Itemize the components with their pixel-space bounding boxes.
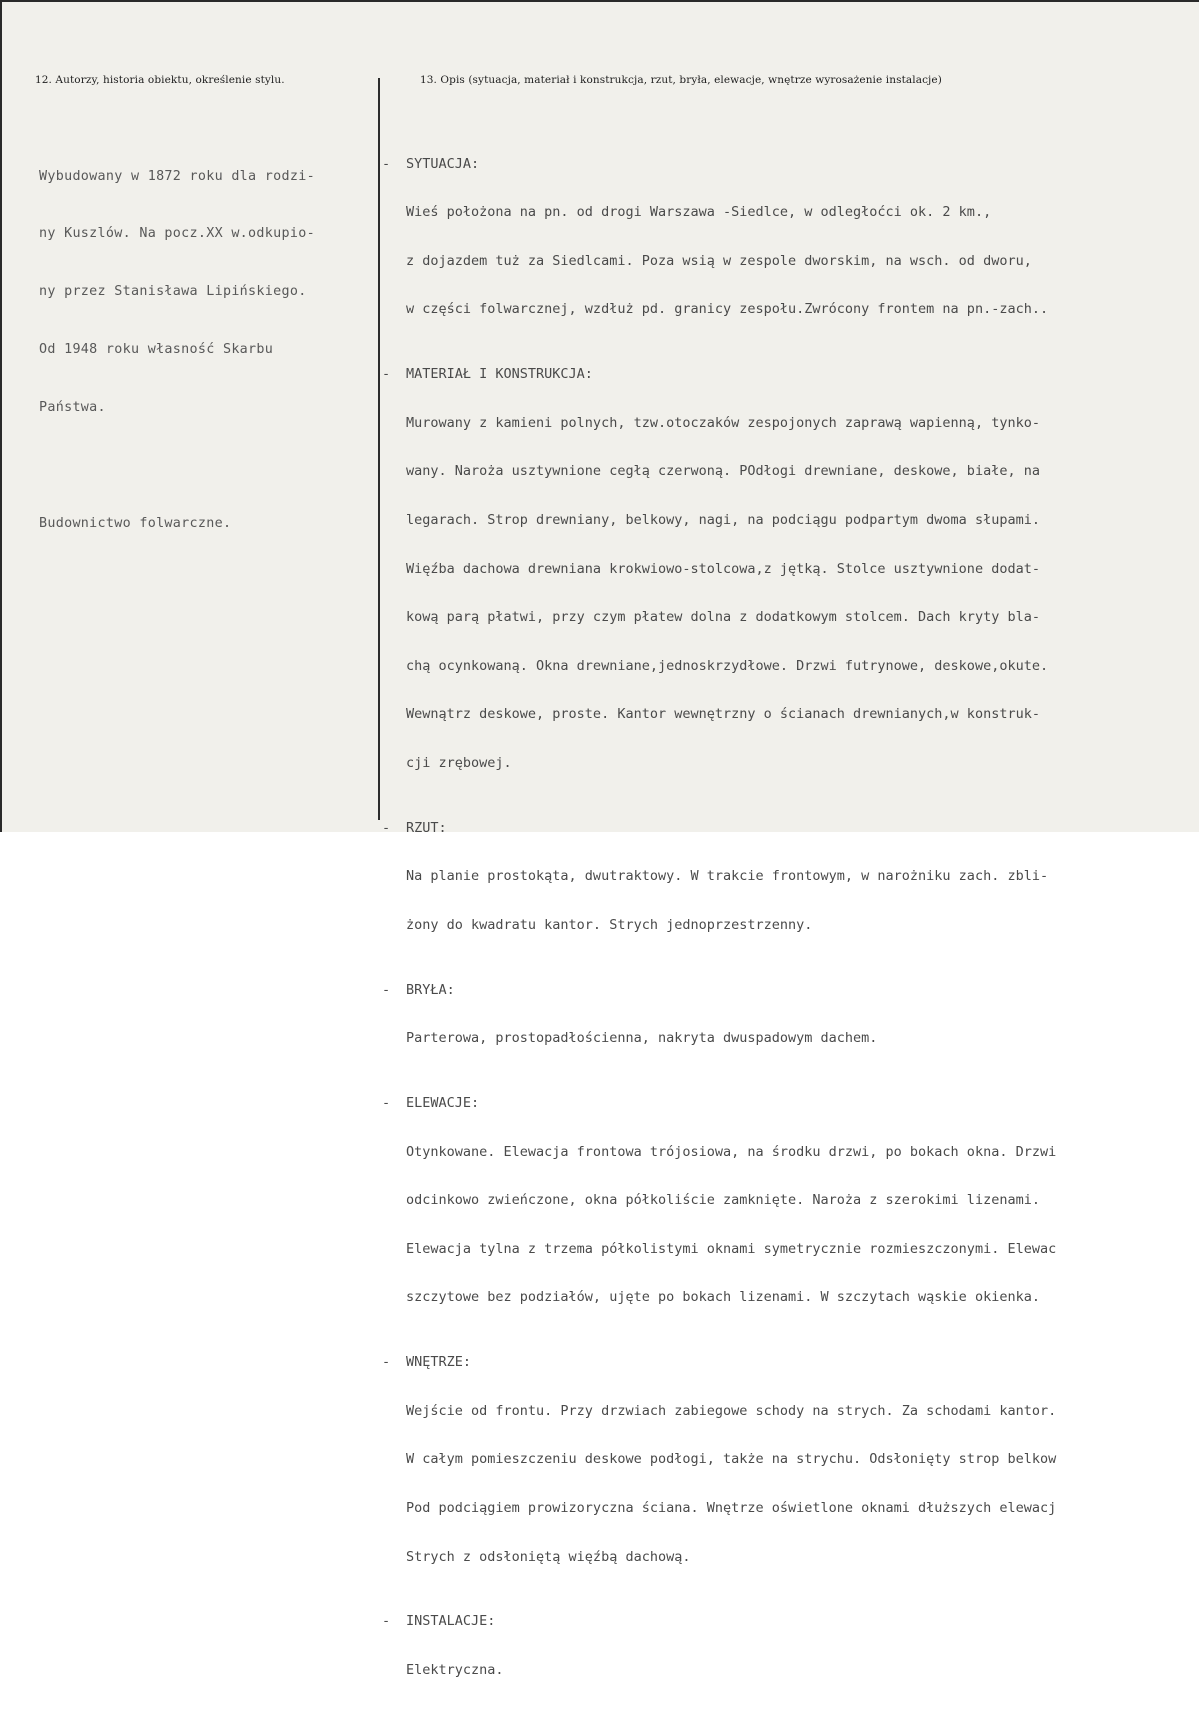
description-line: cji zrębowej. [406, 754, 512, 771]
history-line: ny przez Stanisława Lipińskiego. [39, 284, 307, 300]
description-line: Elektryczna. [406, 1662, 504, 1679]
description-line: z dojazdem tuż za Siedlcami. Poza wsią w zespole dworskim, na wsch. od dworu, [406, 252, 1032, 269]
blank-line [39, 456, 315, 475]
section-dash: - [382, 1095, 391, 1112]
column-divider [378, 78, 380, 820]
description-line: chą ocynkowaną. Okna drewniane,jednoskrzydłowe. Drzwi futrynowe, deskowe,okute. [406, 657, 1049, 674]
section-heading-sytuacja [382, 155, 1201, 172]
section-heading-bryla [382, 981, 1201, 998]
section-dash: - [382, 981, 391, 998]
section-dash: - [382, 819, 391, 836]
section-heading-label: WNĘTRZE: [406, 1354, 472, 1371]
description-line: Wejście od frontu. Przy drzwiach zabiegowe schody na strych. Za schodami kantor. [406, 1402, 1057, 1419]
history-column-title: 12. Autorzy, historia obiektu, określenie stylu. [35, 74, 285, 86]
section-heading-label: SYTUACJA: [406, 155, 480, 172]
description-line: Więźba dachowa drewniana krokwiowo-stolcowa,z jętką. Stolce usztywnione dodat- [406, 560, 1040, 577]
description-line: Wewnątrz deskowe, proste. Kantor wewnętrzny o ścianach drewnianych,w konstruk- [406, 706, 1040, 723]
history-line: Wybudowany w 1872 roku dla rodzi- [39, 168, 315, 184]
description-line: wany. Naroża usztywnione cegłą czerwoną. POdłogi drewniane, deskowe, białe, na [406, 463, 1040, 480]
description-line: Na planie prostokąta, dwutraktowy. W trakcie frontowym, w narożniku zach. zbli- [406, 868, 1049, 885]
section-heading-rzut [382, 819, 1201, 836]
history-line: Państwa. [39, 400, 106, 416]
section-dash: - [382, 1354, 391, 1371]
description-line: Parterowa, prostopadłościenna, nakryta dwuspadowym dachem. [406, 1030, 878, 1047]
description-line: szczytowe bez podziałów, ujęte po bokach lizenami. W szczytach wąskie okienka. [406, 1289, 1040, 1306]
description-line: odcinkowo zwieńczone, okna półkoliście zamknięte. Naroża z szerokimi lizenami. [406, 1192, 1040, 1209]
section-dash: - [382, 1613, 391, 1630]
section-heading-elewacje [382, 1095, 1201, 1112]
section-heading-label: BRYŁA: [406, 981, 455, 998]
section-heading-label: INSTALACJE: [406, 1613, 496, 1630]
section-heading-material [382, 366, 1201, 383]
section-dash: - [382, 155, 391, 172]
section-heading-wnetrze [382, 1354, 1201, 1371]
history-line: ny Kuszlów. Na pocz.XX w.odkupio- [39, 226, 315, 242]
section-heading-label: RZUT: [406, 819, 447, 836]
description-line: Elewacja tylna z trzema półkolistymi oknami symetrycznie rozmieszczonymi. Elewac [406, 1240, 1057, 1257]
section-heading-instalacje [382, 1613, 1201, 1630]
description-line: Pod podciągiem prowizoryczna ściana. Wnętrze oświetlone oknami dłuższych elewacj [406, 1500, 1057, 1517]
description-line: Strych z odsłoniętą więźbą dachową. [406, 1548, 691, 1565]
description-line: legarach. Strop drewniany, belkowy, nagi, na podciągu podpartym dwoma słupami. [406, 511, 1040, 528]
description-line: W całym pomieszczeniu deskowe podłogi, także na strychu. Odsłonięty strop belkow [406, 1451, 1057, 1468]
description-line: kową parą płatwi, przy czym płatew dolna z dodatkowym stolcem. Dach kryty bla- [406, 609, 1040, 626]
description-line: żony do kwadratu kantor. Strych jednoprzestrzenny. [406, 916, 813, 933]
description-line: Otynkowane. Elewacja frontowa trójosiowa, na środku drzwi, po bokach okna. Drzwi [406, 1143, 1057, 1160]
section-heading-label: MATERIAŁ I KONSTRUKCJA: [406, 366, 593, 383]
style-definition: Budownictwo folwarczne. [39, 515, 232, 531]
history-text [39, 128, 315, 572]
description-line: Wieś położona na pn. od drogi Warszawa -Siedlce, w odległoćci ok. 2 km., [406, 204, 992, 221]
description-column-title: 13. Opis (sytuacja, materiał i konstrukcja, rzut, bryła, elewacje, wnętrze wyrosażenie instalacje) [420, 74, 942, 86]
description-text [382, 107, 1201, 1727]
description-line: Murowany z kamieni polnych, tzw.otoczaków zespojonych zaprawą wapienną, tynko- [406, 414, 1040, 431]
history-line: Od 1948 roku własność Skarbu [39, 342, 274, 358]
section-heading-label: ELEWACJE: [406, 1095, 480, 1112]
section-dash: - [382, 366, 391, 383]
description-line: w części folwarcznej, wzdłuż pd. granicy zespołu.Zwrócony frontem na pn.-zach.. [406, 301, 1049, 318]
